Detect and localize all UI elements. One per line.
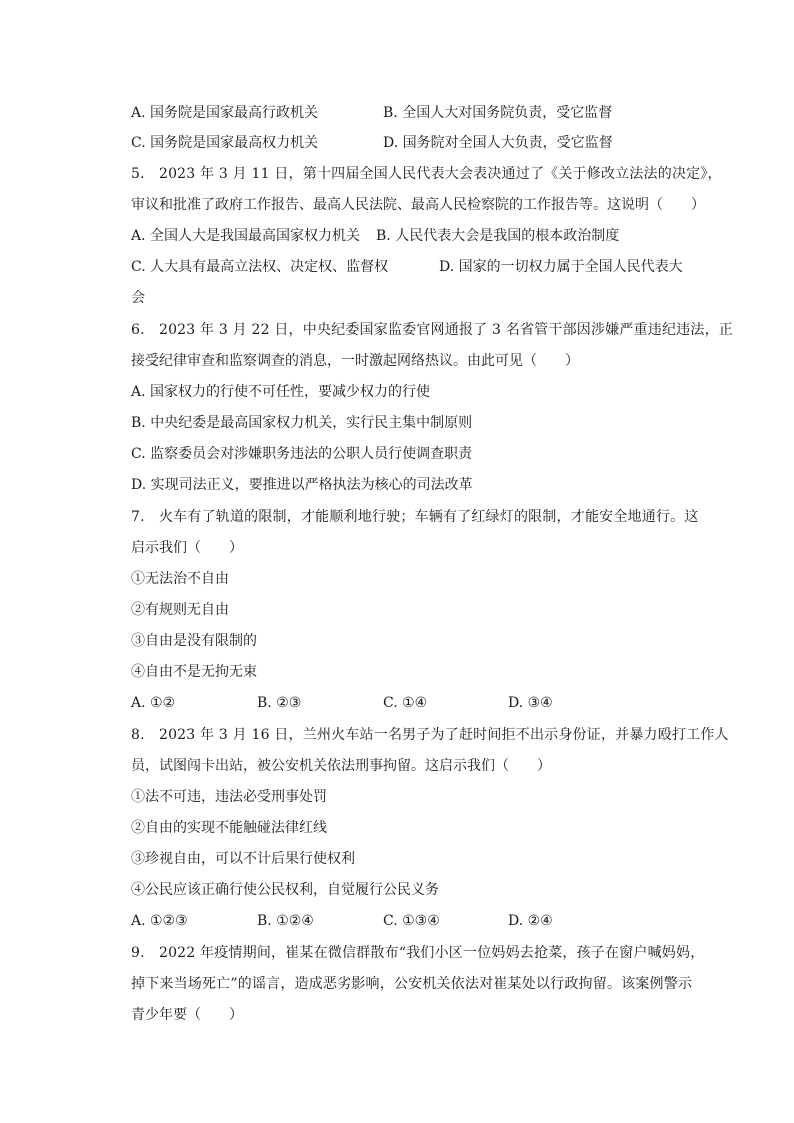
- q8-option-a: A. ①②③: [131, 913, 188, 929]
- q5-option-d-wrap: 会: [131, 290, 145, 306]
- q6-option-b: B. 中央纪委是最高国家权力机关，实行民主集中制原则: [131, 415, 473, 431]
- q4-option-d: D. 国务院对全国人大负责，受它监督: [383, 135, 613, 151]
- q5-option-d: D. 国家的一切权力属于全国人民代表大: [439, 259, 683, 275]
- q5-option-c: C. 人大具有最高立法权、决定权、监督权: [131, 259, 389, 275]
- q7-stem-line-2: 启示我们（ ）: [131, 540, 243, 556]
- q7-statement-4: ④自由不是无拘无束: [131, 664, 257, 680]
- q7-option-a: A. ①②: [131, 695, 176, 711]
- q4-option-b: B. 全国人大对国务院负责，受它监督: [383, 105, 613, 121]
- q8-statement-2: ②自由的实现不能触碰法律红线: [131, 820, 327, 836]
- q7-stem-line-1: 7. 火车有了轨道的限制，才能顺利地行驶；车辆有了红绿灯的限制，才能安全地通行。这: [131, 509, 699, 525]
- q7-option-c: C. ①④: [383, 695, 428, 711]
- q8-option-b: B. ①②④: [257, 913, 314, 929]
- q8-option-d: D. ②④: [508, 913, 553, 929]
- q8-statement-4: ④公民应该正确行使公民权利，自觉履行公民义务: [131, 882, 439, 898]
- q7-statement-2: ②有规则无自由: [131, 602, 229, 618]
- q8-statement-3: ③珍视自由，可以不计后果行使权利: [131, 851, 355, 867]
- q9-stem-line-2: 掉下来当场死亡”的谣言，造成恶劣影响，公安机关依法对崔某处以行政拘留。该案例警示: [131, 976, 693, 992]
- q5-stem-line-1: 5. 2023 年 3 月 11 日，第十四届全国人民代表大会表决通过了《关于修改立法法的决定》，: [131, 166, 722, 182]
- q6-option-c: C. 监察委员会对涉嫌职务违法的公职人员行使调查职责: [131, 446, 473, 462]
- q5-stem-line-2: 审议和批准了政府工作报告、最高人民法院、最高人民检察院的工作报告等。这说明（ ）: [131, 197, 705, 213]
- q6-stem-line-2: 接受纪律审查和监察调查的消息，一时激起网络热议。由此可见（ ）: [131, 353, 579, 369]
- q8-option-c: C. ①③④: [383, 913, 440, 929]
- q9-stem-line-3: 青少年要（ ）: [131, 1007, 243, 1023]
- q8-stem-line-1: 8. 2023 年 3 月 16 日，兰州火车站一名男子为了赶时间拒不出示身份证，并暴力殴打工作人: [131, 727, 729, 743]
- q7-option-b: B. ②③: [257, 695, 302, 711]
- q7-option-d: D. ③④: [508, 695, 553, 711]
- q6-option-d: D. 实现司法正义，要推进以严格执法为核心的司法改革: [131, 477, 473, 493]
- q9-stem-line-1: 9. 2022 年疫情期间，崔某在微信群散布“我们小区一位妈妈去抢菜，孩子在窗户喊妈妈，: [131, 945, 705, 961]
- q5-option-a: A. 全国人大是我国最高国家权力机关: [131, 228, 361, 244]
- q5-option-b: B. 人民代表大会是我国的根本政治制度: [376, 228, 620, 244]
- q6-option-a: A. 国家权力的行使不可任性，要减少权力的行使: [131, 384, 431, 400]
- q4-option-c: C. 国务院是国家最高权力机关: [131, 135, 319, 151]
- q4-option-a: A. 国务院是国家最高行政机关: [131, 105, 319, 121]
- q7-statement-1: ①无法治不自由: [131, 571, 229, 587]
- q8-statement-1: ①法不可违，违法必受刑事处罚: [131, 789, 327, 805]
- q8-stem-line-2: 员，试图闯卡出站，被公安机关依法刑事拘留。这启示我们（ ）: [131, 758, 551, 774]
- q6-stem-line-1: 6. 2023 年 3 月 22 日，中央纪委国家监委官网通报了 3 名省管干部因涉嫌严重违纪违法，正: [131, 322, 733, 338]
- q7-statement-3: ③自由是没有限制的: [131, 633, 257, 649]
